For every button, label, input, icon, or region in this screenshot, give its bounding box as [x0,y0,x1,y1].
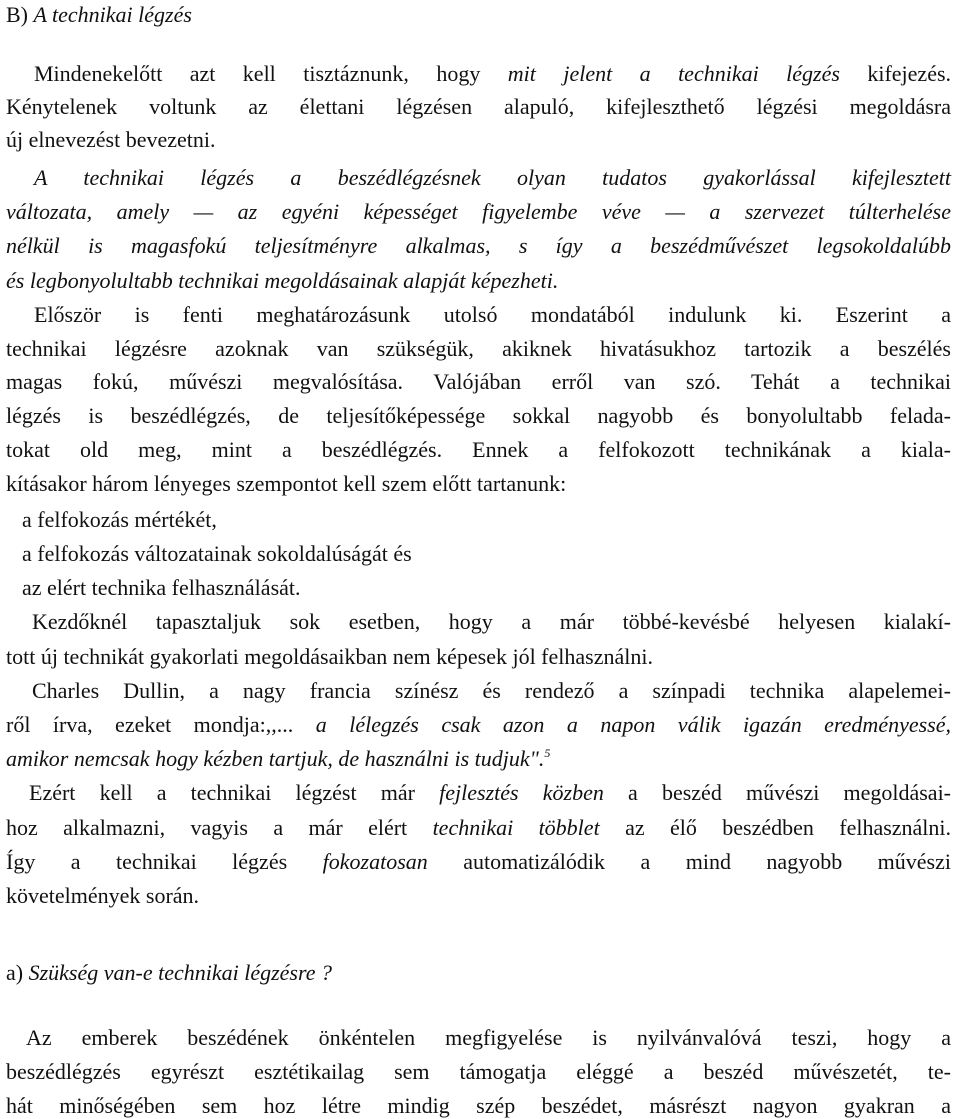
paragraph-line [29,780,951,806]
section-heading [6,2,951,28]
emphasis-span: mit jelent a technikai légzés [507,61,840,86]
paragraph-line: új elnevezést bevezetni. [6,127,216,152]
paragraph-line: hát minőségében sem hoz létre mindig szép beszédet, másrészt nagyon gyakran a [6,1093,951,1118]
subsection-heading [6,960,951,986]
text-span: automatizálódik a mind nagyobb művészi [463,849,951,874]
subsection-label: a) [6,960,24,985]
paragraph-line: Kénytelenek voltunk az élettani légzésen alapuló, kifejleszthető légzési megoldásra [6,94,951,119]
list-item: a felfokozás változatainak sokoldalúságát és [22,541,412,566]
footnote-marker: 5 [544,746,551,760]
paragraph-line [34,61,951,87]
text-span: Így a technikai légzés [6,849,288,874]
paragraph-line [6,849,951,875]
paragraph-line: kításakor három lényeges szempontot kell szem előtt tartanunk: [6,471,567,496]
list-item: az elért technika felhasználását. [22,575,301,600]
definition-line: és legbonyolultabb technikai megoldásainak alapját képezheti. [6,268,559,293]
definition-line: nélkül is magasfokú teljesítményre alkalmas, s így a beszédművészet legsokoldalúbb [6,233,951,258]
paragraph-line: Charles Dullin, a nagy francia színész és rendező a színpadi technika alapelemei- [32,678,951,703]
paragraph-line: Először is fenti meghatározásunk utolsó mondatából indulunk ki. Eszerint a [34,302,951,327]
paragraph-line: tokat old meg, mint a beszédlégzés. Ennek a felfokozott technikának a kiala- [6,437,951,462]
paragraph-line: Az emberek beszédének önkéntelen megfigyelése is nyilvánvalóvá teszi, hogy a [26,1025,951,1050]
paragraph-line [6,712,951,738]
quote-span: a lélegzés csak azon a napon válik igazán eredményessé, [315,712,951,737]
section-title: A technikai légzés [33,2,192,27]
emphasis-span: fokozatosan [322,849,428,874]
paragraph-line: tott új technikát gyakorlati megoldásaikban nem képesek jól felhasználni. [6,644,653,669]
paragraph-line: légzés is beszédlégzés, de teljesítőképessége sokkal nagyobb és bonyolultabb felada- [6,403,951,428]
emphasis-span: technikai többlet [432,815,600,840]
subsection-title: Szükség van-e technikai légzésre ? [28,960,333,985]
text-span: a beszéd művészi megoldásai- [628,780,952,805]
text-span: ről írva, ezeket mondja:,,... [6,712,294,737]
text-span: Mindenekelőtt azt kell tisztáznunk, hogy [34,61,481,86]
section-label: B) [6,2,28,27]
paragraph-line [6,815,951,841]
definition-line: változata, amely — az egyéni képességet figyelembe véve — a szervezet túlterhelése [6,199,951,224]
text-span: kifejezés. [867,61,952,86]
list-item: a felfokozás mértékét, [22,507,217,532]
paragraph-line: magas fokú, művészi megvalósítása. Valójában erről van szó. Tehát a technikai [6,369,951,394]
text-span: hoz alkalmazni, vagyis a már elért [6,815,408,840]
definition-line: A technikai légzés a beszédlégzésnek olyan tudatos gyakorlással kifejlesztett [34,165,951,190]
text-span: az élő beszédben felhasználni. [625,815,952,840]
quote-span: amikor nemcsak hogy kézben tartjuk, de használni is tudjuk". [6,746,545,771]
paragraph-line: Kezdőknél tapasztaljuk sok esetben, hogy a már többé-kevésbé helyesen kialakí- [32,609,951,634]
paragraph-line: technikai légzésre azoknak van szükségük, akiknek hivatásukhoz tartozik a beszélés [6,336,951,361]
paragraph-line: beszédlégzés egyrészt esztétikailag sem támogatja eléggé a beszéd művészetét, te- [6,1059,951,1084]
text-span: Ezért kell a technikai légzést már [29,780,415,805]
emphasis-span: fejlesztés közben [439,780,604,805]
paragraph-line [6,746,951,772]
paragraph-line: követelmények során. [6,883,200,908]
